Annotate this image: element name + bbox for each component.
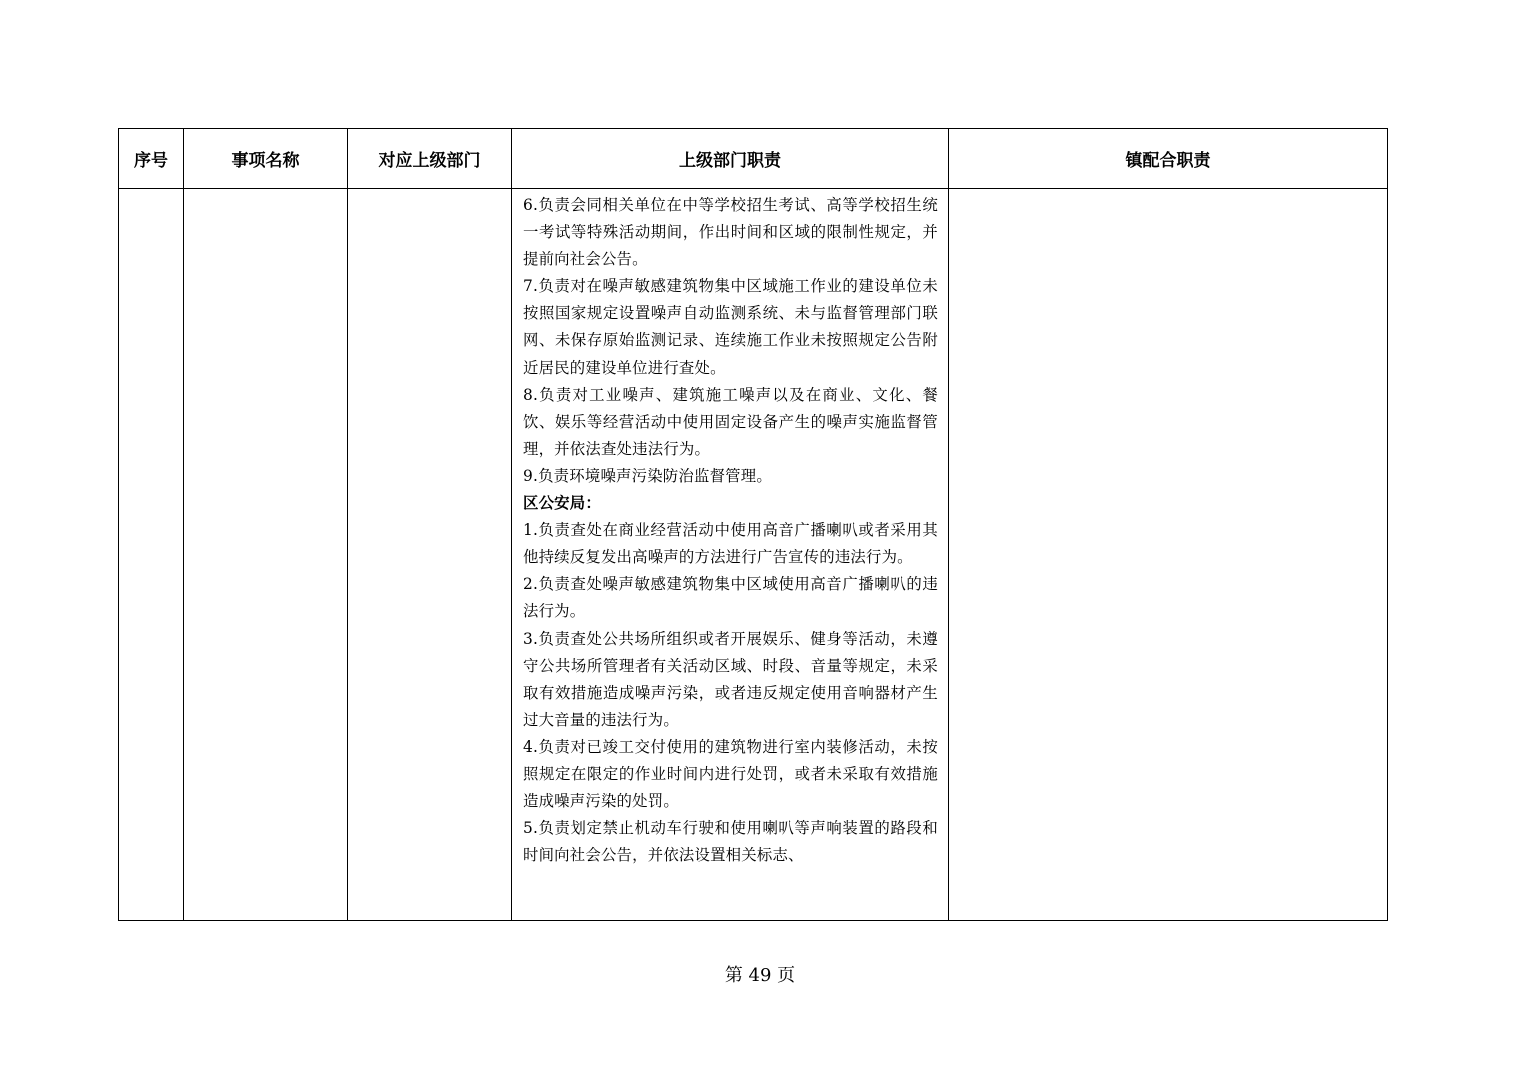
duty-item: 9.负责环境噪声污染防治监督管理。 bbox=[523, 466, 772, 485]
table-row bbox=[119, 189, 1388, 921]
cell-town-duties bbox=[949, 189, 1388, 921]
duty-item: 4.负责对已竣工交付使用的建筑物进行室内装修活动，未按照规定在限定的作业时间内进行处罚，或者未采取有效措施造成噪声污染的处罚。 bbox=[523, 737, 938, 811]
duties-text bbox=[512, 189, 948, 920]
header-dept: 对应上级部门 bbox=[348, 129, 512, 189]
header-dept-duties: 上级部门职责 bbox=[512, 129, 949, 189]
section-heading: 区公安局： bbox=[523, 494, 601, 513]
cell-item-name bbox=[184, 189, 348, 921]
header-item-name: 事项名称 bbox=[184, 129, 348, 189]
cell-seq bbox=[119, 189, 184, 921]
header-town-duties: 镇配合职责 bbox=[949, 129, 1388, 189]
duty-item: 2.负责查处噪声敏感建筑物集中区域使用高音广播喇叭的违法行为。 bbox=[523, 575, 938, 621]
duty-item: 6.负责会同相关单位在中等学校招生考试、高等学校招生统一考试等特殊活动期间，作出时间和区域的限制性规定，并提前向社会公告。 bbox=[523, 196, 938, 269]
header-seq: 序号 bbox=[119, 129, 184, 189]
duty-item: 3.负责查处公共场所组织或者开展娱乐、健身等活动，未遵守公共场所管理者有关活动区域、时段、音量等规定，未采取有效措施造成噪声污染，或者违反规定使用音响器材产生过大音量的违法行为。 bbox=[523, 629, 938, 729]
cell-dept bbox=[348, 189, 512, 921]
duty-item: 1.负责查处在商业经营活动中使用高音广播喇叭或者采用其他持续反复发出高噪声的方法进行广告宣传的违法行为。 bbox=[523, 521, 938, 567]
page-number: 第 49 页 bbox=[724, 965, 796, 986]
header-row bbox=[119, 129, 1388, 189]
cell-dept-duties bbox=[512, 189, 949, 921]
duty-item: 8.负责对工业噪声、建筑施工噪声以及在商业、文化、餐饮、娱乐等经营活动中使用固定设备产生的噪声实施监督管理，并依法查处违法行为。 bbox=[523, 385, 938, 458]
duty-item: 7.负责对在噪声敏感建筑物集中区域施工作业的建设单位未按照国家规定设置噪声自动监测系统、未与监督管理部门联网、未保存原始监测记录、连续施工作业未按照规定公告附近居民的建设单位进行查处。 bbox=[523, 277, 938, 377]
duty-table bbox=[118, 128, 1388, 921]
duty-item: 5.负责划定禁止机动车行驶和使用喇叭等声响装置的路段和时间向社会公告，并依法设置相关标志、 bbox=[523, 819, 938, 865]
